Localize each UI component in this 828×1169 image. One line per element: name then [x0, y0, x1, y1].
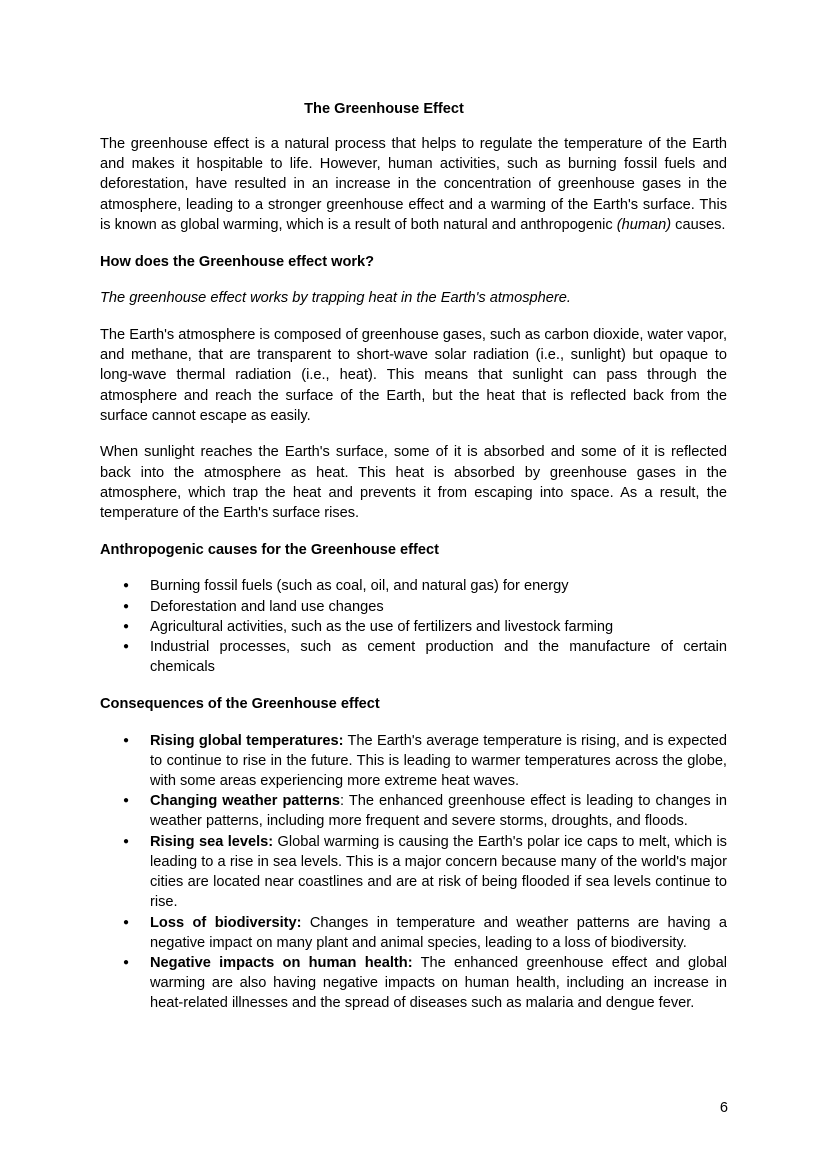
list-item: ● Burning fossil fuels (such as coal, oil, and natural gas) for energy — [150, 576, 727, 596]
list-item — [150, 731, 727, 792]
intro-italic: (human) — [616, 216, 672, 233]
item-text: Changes in temperature and weather patterns are having a negative impact on many plant and animal species, leading to a loss of biodiversity. — [150, 914, 727, 951]
paragraph-atmosphere: The Earth's atmosphere is composed of greenhouse gases, such as carbon dioxide, water vapor, and methane, that are transparent to short-wave solar radiation (i.e., sunlight) but opaque to long-wave thermal radiation (i.e., heat). This means that sunlight can pass through the atmosphere and reach the surface of the Earth, but the heat that is reflected back from the surface cannot escape as easily. — [100, 326, 727, 424]
list-item: ● Industrial processes, such as cement production and the manufacture of certain chemicals — [150, 637, 727, 677]
item-text: : The enhanced greenhouse effect is leading to changes in weather patterns, including more frequent and severe storms, droughts, and floods. — [150, 793, 728, 830]
consequences-list — [100, 731, 727, 1014]
list-item: ● Agricultural activities, such as the use of fertilizers and livestock farming — [150, 617, 727, 637]
intro-text-end: causes. — [671, 216, 726, 233]
item-term: Rising sea levels: — [150, 833, 274, 850]
document-body — [100, 134, 727, 1030]
list-item — [150, 953, 727, 1014]
item-term: Changing weather patterns — [150, 793, 341, 810]
item-text: The Earth's average temperature is rising, and is expected to continue to rise in the future. This is leading to warmer temperatures across the globe, with some areas experiencing more extreme heat waves. — [150, 732, 727, 790]
item-text: The enhanced greenhouse effect and global warming are also having negative impacts on human health, including an increase in heat-related illnesses and the spread of diseases such as malaria and dengue fever. — [150, 954, 728, 1012]
page-number: 6 — [719, 1100, 728, 1116]
list-item — [150, 913, 727, 953]
item-term: Negative impacts on human health: — [150, 954, 413, 971]
list-item — [150, 832, 727, 913]
list-item: ● Deforestation and land use changes — [150, 597, 727, 617]
item-text: Global warming is causing the Earth's polar ice caps to melt, which is leading to a rise in sea levels. This is a major concern because many of the world's major cities are located near coastlines and are at risk of being flooded if sea levels continue to rise. — [150, 833, 727, 911]
item-term: Rising global temperatures: — [150, 732, 344, 749]
causes-list — [100, 576, 727, 677]
paragraph-sunlight: When sunlight reaches the Earth's surface, some of it is absorbed and some of it is reflected back into the atmosphere as heat. This heat is absorbed by greenhouse gases in the atmosphere, which trap the heat and prevents it from escaping into space. As a result, the temperature of the Earth's surface rises. — [100, 444, 727, 522]
document-title: The Greenhouse Effect — [304, 101, 464, 117]
italic-summary: The greenhouse effect works by trapping heat in the Earth's atmosphere. — [100, 290, 571, 307]
list-item — [150, 791, 727, 831]
intro-text: The greenhouse effect is a natural process that helps to regulate the temperature of the Earth and makes it hospitable to life. However, human activities, such as burning fossil fuels and deforestation, have resulted in an increase in the concentration of greenhouse gases in the atmosphere, leading to a stronger greenhouse effect and a warming of the Earth's surface. This is known as global warming, which is a result of both natural and anthropogenic — [100, 136, 727, 233]
section-heading-causes: Anthropogenic causes for the Greenhouse effect — [100, 541, 439, 558]
intro-paragraph — [100, 134, 727, 235]
item-term: Loss of biodiversity: — [150, 914, 302, 931]
section-heading-consequences: Consequences of the Greenhouse effect — [100, 695, 380, 712]
section-heading-how: How does the Greenhouse effect work? — [100, 253, 375, 270]
